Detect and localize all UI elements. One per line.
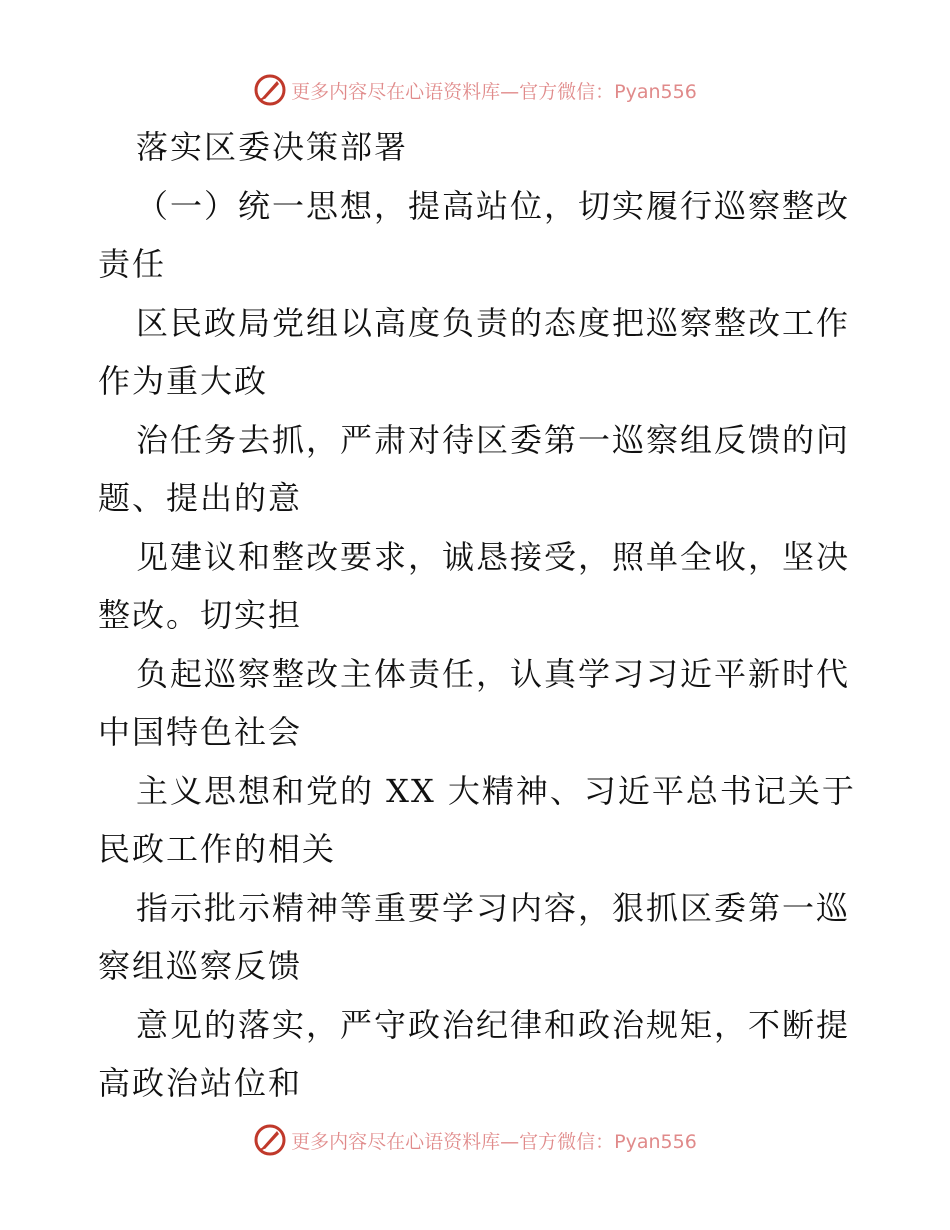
- body-text-line: （一）统一思想，提高站位，切实履行巡察整改: [136, 186, 851, 225]
- body-text-line: 负起巡察整改主体责任，认真学习习近平新时代: [136, 654, 851, 693]
- body-text-line: 整改。切实担: [98, 596, 303, 634]
- quill-seal-icon: [253, 1123, 287, 1157]
- body-text-line: 高政治站位和: [98, 1064, 303, 1102]
- quill-seal-icon: [253, 73, 287, 107]
- body-text-line: 指示批示精神等重要学习内容，狠抓区委第一巡: [136, 888, 851, 927]
- body-text-line: 民政工作的相关: [98, 830, 337, 868]
- body-text-line: 责任: [98, 245, 167, 283]
- body-text-line: 区民政局党组以高度负责的态度把巡察整改工作: [136, 303, 851, 342]
- body-text-line: 察组巡察反馈: [98, 947, 303, 985]
- header-watermark-text: 更多内容尽在心语资料库—官方微信：Pyan556: [291, 80, 697, 103]
- body-text-line: 作为重大政: [98, 362, 269, 400]
- header-watermark: [0, 70, 950, 110]
- body-text-line: 中国特色社会: [98, 713, 303, 751]
- footer-watermark: [0, 1120, 950, 1160]
- body-text-line: 见建议和整改要求，诚恳接受，照单全收，坚决: [136, 537, 851, 576]
- document-body: [98, 118, 858, 1113]
- body-text-line: 意见的落实，严守政治纪律和政治规矩，不断提: [136, 1005, 851, 1044]
- body-text-line: 落实区委决策部署: [136, 128, 409, 166]
- footer-watermark-text: 更多内容尽在心语资料库—官方微信：Pyan556: [291, 1130, 697, 1153]
- body-text-line: 题、提出的意: [98, 479, 303, 517]
- body-text-line: 治任务去抓，严肃对待区委第一巡察组反馈的问: [136, 420, 851, 459]
- body-text-line: 主义思想和党的 XX 大精神、习近平总书记关于: [136, 771, 856, 810]
